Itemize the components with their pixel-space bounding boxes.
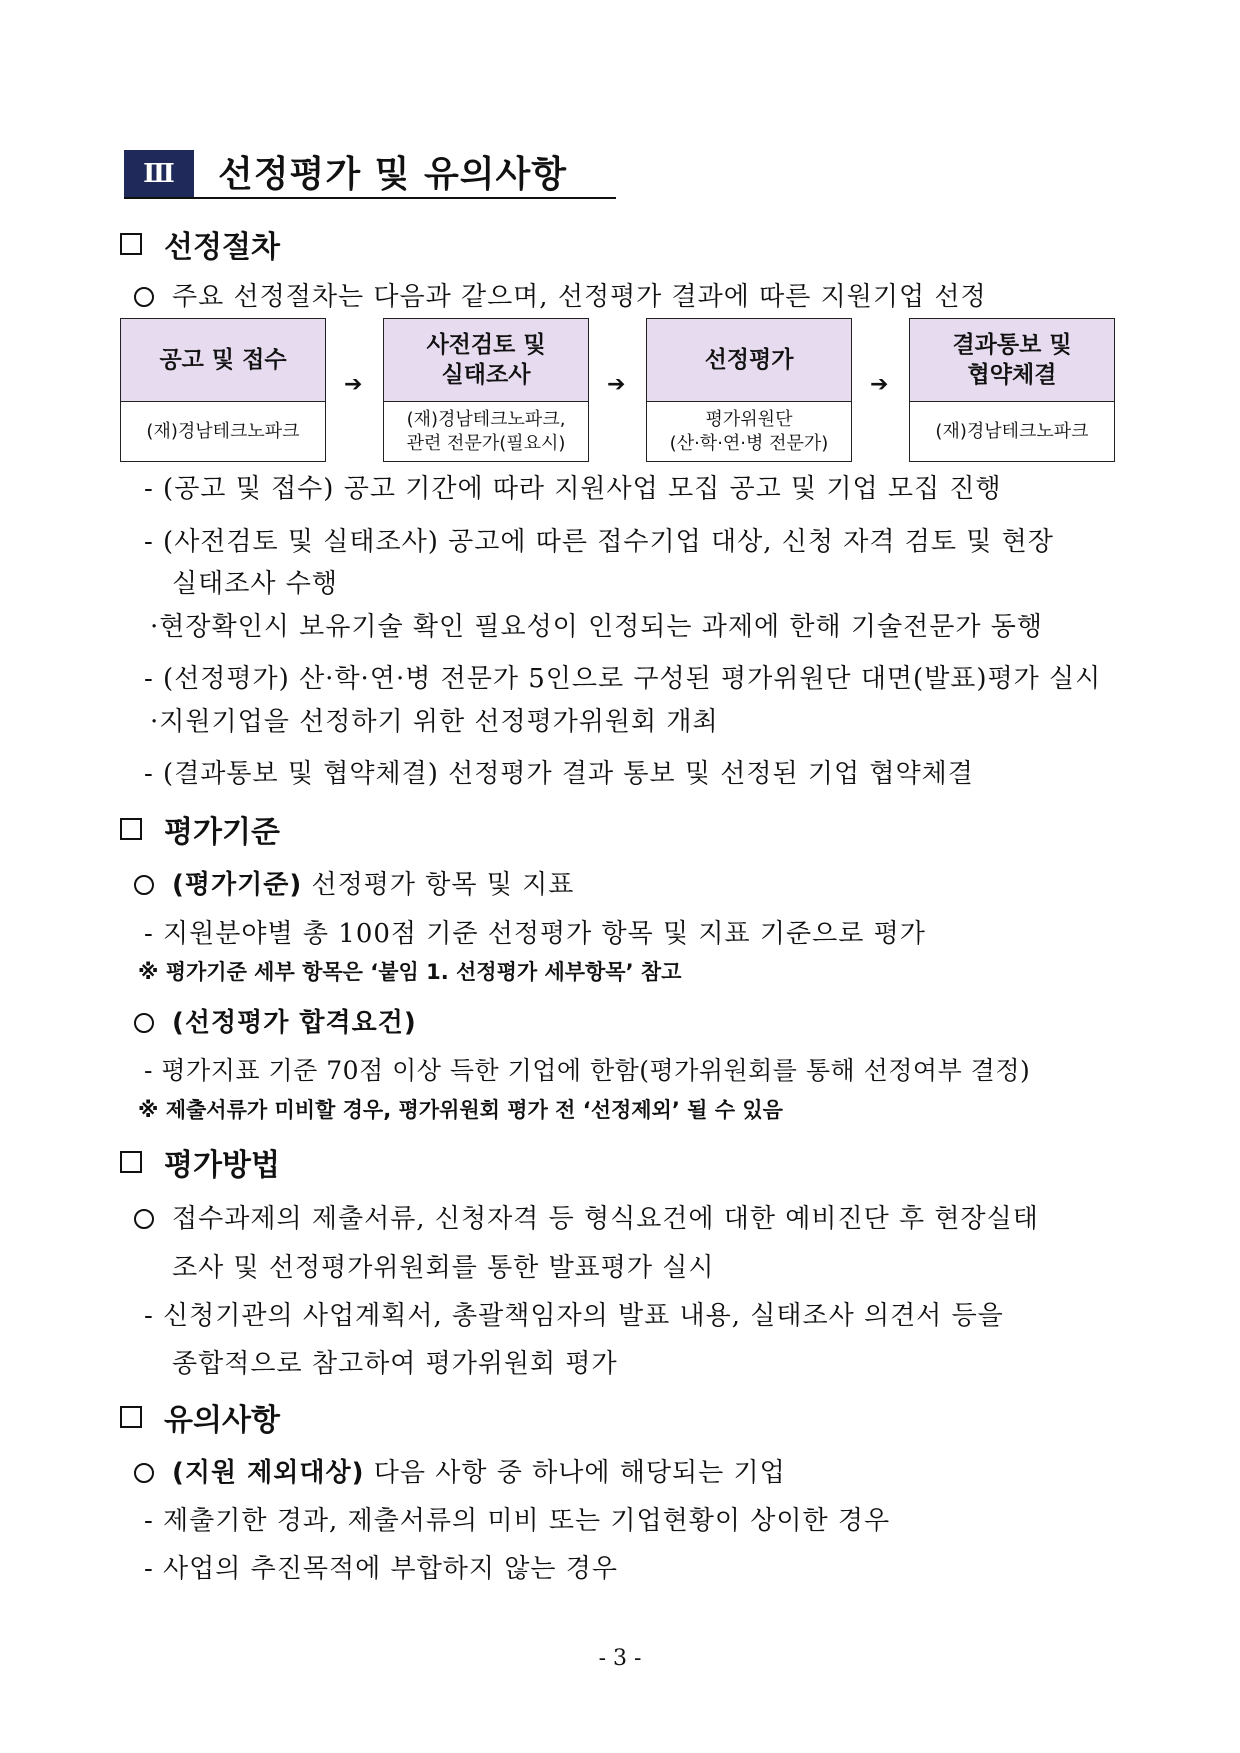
intro-text: 주요 선정절차는 다음과 같으며, 선정평가 결과에 따른 지원기업 선정 [172,282,987,312]
circle-bullet-icon [134,1013,154,1033]
criteria-note: ※ 제출서류가 미비할 경우, 평가위원회 평가 전 ‘선정제외’ 될 수 있음 [138,1098,783,1122]
flow-title: 공고 및 접수 [121,319,325,402]
procedure-item: - (결과통보 및 협약체결) 선정평가 결과 통보 및 선정된 기업 협약체결 [144,759,974,789]
flow-box-announcement [120,318,326,462]
square-bullet-icon [120,233,142,255]
heading-text: 평가방법 [164,1148,280,1183]
heading-text: 유의사항 [164,1403,280,1438]
method-subitem: - 신청기관의 사업계획서, 총괄책임자의 발표 내용, 실태조사 의견서 등을 [144,1301,1004,1331]
flow-org: (재)경남테크노파크 [146,421,300,442]
criteria-subitem: - 지원분야별 총 100점 기준 선정평가 항목 및 지표 기준으로 평가 [144,919,926,949]
heading-selection-procedure [120,222,280,266]
square-bullet-icon [120,1406,142,1428]
method-item [134,1198,1039,1235]
flow-box-evaluation [646,318,852,462]
flow-org: 평가위원단 (산·학·연·병 전문가) [669,409,829,454]
criteria-note: ※ 평가기준 세부 항목은 ‘붙임 1. 선정평가 세부항목’ 참고 [138,960,682,984]
flow-arrow-icon: ➔ [870,372,889,397]
method-text: 접수과제의 제출서류, 신청자격 등 형식요건에 대한 예비진단 후 현장실태 [172,1204,1039,1234]
heading-method [120,1140,280,1184]
method-subitem-cont: 종합적으로 참고하여 평가위원회 평가 [172,1349,618,1379]
flow-title: 결과통보 및 협약체결 [910,319,1114,402]
criteria-item-1 [134,864,574,901]
flow-arrow-icon: ➔ [344,372,363,397]
page-number: - 3 - [598,1646,642,1671]
criteria-text: 선정평가 항목 및 지표 [302,870,575,900]
section-title: 선정평가 및 유의사항 [218,154,568,195]
notes-bold-label: (지원 제외대상) [172,1458,365,1488]
circle-bullet-icon [134,1209,154,1229]
procedure-item: - (공고 및 접수) 공고 기간에 따라 지원사업 모집 공고 및 기업 모집 진행 [144,474,1002,504]
flow-box-pre-review [383,318,589,462]
circle-bullet-icon [134,875,154,895]
flow-title: 사전검토 및 실태조사 [384,319,588,402]
procedure-item: - (선정평가) 산·학·연·병 전문가 5인으로 구성된 평가위원단 대면(발표)평가 실시 [144,664,1102,694]
heading-text: 평가기준 [164,815,280,850]
criteria-bold-label: (선정평가 합격요건) [172,1008,417,1038]
square-bullet-icon [120,1151,142,1173]
criteria-item-2 [134,1002,417,1039]
square-bullet-icon [120,818,142,840]
flow-org: (재)경남테크노파크 [935,421,1089,442]
circle-bullet-icon [134,1463,154,1483]
procedure-item: 실태조사 수행 [172,569,338,599]
notes-subitem: - 사업의 추진목적에 부합하지 않는 경우 [144,1554,618,1584]
procedure-subitem: ·지원기업을 선정하기 위한 선정평가위원회 개최 [150,707,719,737]
section-underline [124,197,616,199]
flow-arrow-icon: ➔ [607,372,626,397]
section-number-badge: Ⅲ [124,150,194,198]
notes-text: 다음 사항 중 하나에 해당되는 기업 [364,1458,786,1488]
criteria-subitem: - 평가지표 기준 70점 이상 득한 기업에 한함(평가위원회를 통해 선정여부 결정) [144,1056,1031,1085]
flow-title: 선정평가 [647,319,851,402]
flow-org: (재)경남테크노파크, 관련 전문가(필요시) [406,409,566,454]
heading-notes [120,1395,280,1439]
procedure-subitem: ·현장확인시 보유기술 확인 필요성이 인정되는 과제에 한해 기술전문가 동행 [150,612,1043,642]
heading-text: 선정절차 [164,230,280,265]
flow-box-result [909,318,1115,462]
procedure-intro [134,276,987,313]
method-item-cont: 조사 및 선정평가위원회를 통한 발표평가 실시 [172,1253,715,1283]
criteria-bold-label: (평가기준) [172,870,303,900]
heading-criteria [120,807,280,851]
notes-item [134,1452,786,1489]
procedure-item: - (사전검토 및 실태조사) 공고에 따른 접수기업 대상, 신청 자격 검토 및 현장 [144,527,1054,557]
circle-bullet-icon [134,287,154,307]
notes-subitem: - 제출기한 경과, 제출서류의 미비 또는 기업현황이 상이한 경우 [144,1506,891,1536]
